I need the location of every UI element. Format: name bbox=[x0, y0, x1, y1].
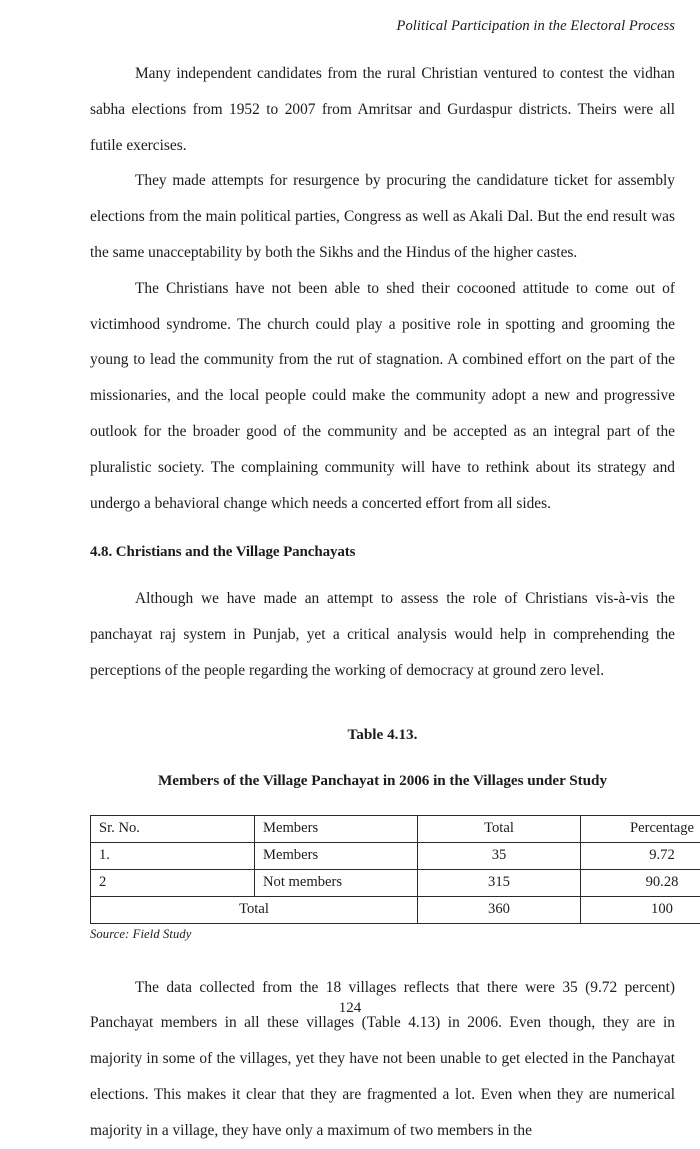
table-row bbox=[91, 869, 700, 896]
paragraph-4: Although we have made an attempt to assess the role of Christians vis-à-vis the panchayat raj system in Punjab, yet a critical analysis would help in comprehending the perceptions of the people regarding the working of democracy at ground zero level. bbox=[90, 581, 675, 688]
spacer bbox=[90, 571, 675, 581]
cell-members: Not members bbox=[255, 869, 418, 896]
paragraph-1: Many independent candidates from the rural Christian ventured to contest the vidhan sabha elections from 1952 to 2007 from Amritsar and Gurdaspur districts. Theirs were all futile exercises. bbox=[90, 56, 675, 163]
cell-sr-no: 1. bbox=[91, 842, 255, 869]
cell-total-label: Total bbox=[91, 896, 418, 923]
cell-percentage: 9.72 bbox=[581, 842, 700, 869]
page-content bbox=[90, 56, 675, 1149]
column-header-total: Total bbox=[418, 815, 581, 842]
spacer bbox=[90, 793, 675, 815]
cell-total-value: 360 bbox=[418, 896, 581, 923]
cell-members: Members bbox=[255, 842, 418, 869]
spacer bbox=[90, 747, 675, 769]
spacer bbox=[90, 689, 675, 723]
cell-total-percentage: 100 bbox=[581, 896, 700, 923]
cell-percentage: 90.28 bbox=[581, 869, 700, 896]
running-header: Political Participation in the Electoral Process bbox=[90, 18, 675, 35]
cell-total: 35 bbox=[418, 842, 581, 869]
table-header-row bbox=[91, 815, 700, 842]
spacer bbox=[90, 942, 675, 970]
spacer bbox=[90, 521, 675, 535]
table-source-note: Source: Field Study bbox=[90, 927, 675, 942]
table-row bbox=[91, 842, 700, 869]
cell-total: 315 bbox=[418, 869, 581, 896]
column-header-members: Members bbox=[255, 815, 418, 842]
paragraph-3: The Christians have not been able to shed their cocooned attitude to come out of victimhood syndrome. The church could play a positive role in spotting and grooming the young to lead the community from the rut of stagnation. A combined effort on the part of the missionaries, and the local people could make the community adopt a new and progressive outlook for the broader good of the community and be accepted as an integral part of the pluralistic society. The complaining community will have to rethink about its strategy and undergo a behavioral change which needs a concerted effort from all sides. bbox=[90, 271, 675, 522]
table-caption-title: Members of the Village Panchayat in 2006 in the Villages under Study bbox=[90, 769, 675, 793]
panchayat-members-table bbox=[90, 815, 700, 924]
table-caption-number: Table 4.13. bbox=[90, 723, 675, 747]
paragraph-2: They made attempts for resurgence by procuring the candidature ticket for assembly elections from the main political parties, Congress as well as Akali Dal. But the end result was the same unacceptability by both the Sikhs and the Hindus of the higher castes. bbox=[90, 163, 675, 270]
cell-sr-no: 2 bbox=[91, 869, 255, 896]
paragraph-5: The data collected from the 18 villages reflects that there were 35 (9.72 percent) Panchayat members in all these villages (Table 4.13) in 2006. Even though, they are in majority in some of the villages, yet they have not been unable to get elected in the Panchayat elections. This makes it clear that they are fragmented a lot. Even when they are numerical majority in a village, they have only a maximum of two members in the bbox=[90, 970, 675, 1149]
section-heading-4-8: 4.8. Christians and the Village Panchayats bbox=[90, 535, 675, 571]
column-header-percentage: Percentage bbox=[581, 815, 700, 842]
page-number: 124 bbox=[0, 1000, 700, 1017]
column-header-sr-no: Sr. No. bbox=[91, 815, 255, 842]
table-total-row bbox=[91, 896, 700, 923]
